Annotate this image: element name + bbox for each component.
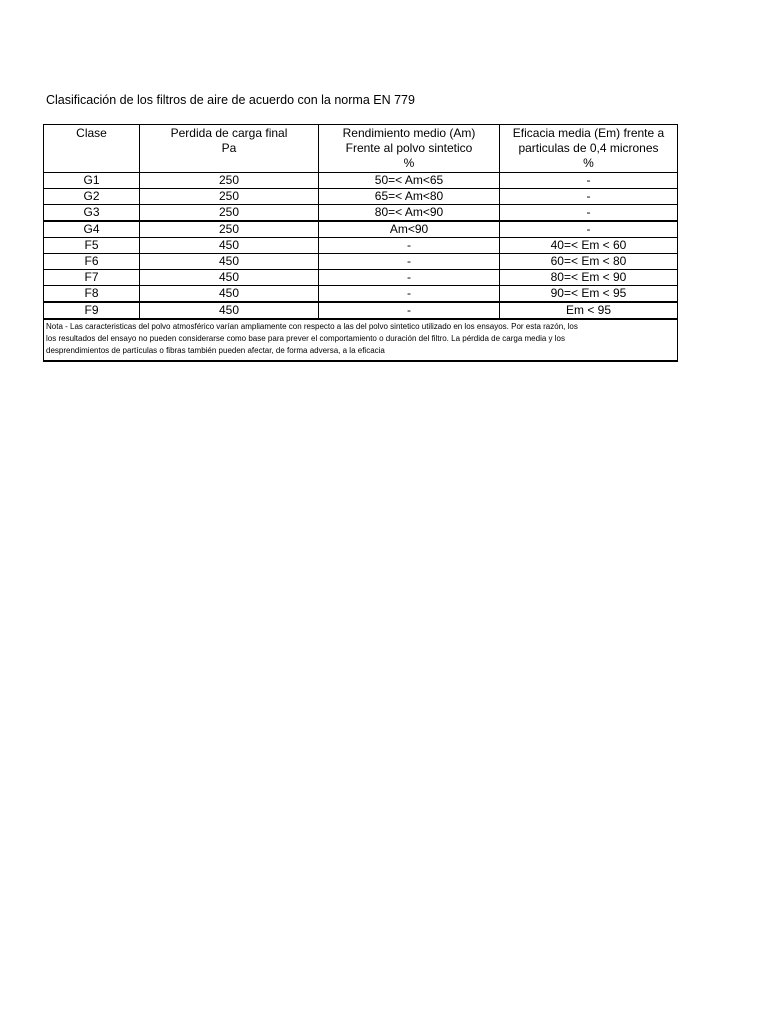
cell-rendimiento: -	[319, 254, 500, 270]
table-row	[44, 205, 678, 222]
cell-clase: F6	[44, 254, 140, 270]
table-header-row	[44, 125, 678, 173]
filter-classification-table	[43, 124, 678, 362]
note-line-2: los resultados del ensayo no pueden considerarse como base para prever el comportamiento o duración del filtro. La pérdida de carga media y los	[46, 334, 565, 343]
cell-rendimiento: -	[319, 238, 500, 254]
cell-perdida: 250	[140, 205, 319, 222]
cell-perdida: 450	[140, 238, 319, 254]
cell-clase: F9	[44, 302, 140, 319]
cell-eficacia: -	[500, 205, 678, 222]
page-title: Clasificación de los filtros de aire de acuerdo con la norma EN 779	[46, 93, 415, 107]
cell-rendimiento: Am<90	[319, 221, 500, 238]
header-perdida-carga	[140, 125, 319, 173]
cell-clase: F5	[44, 238, 140, 254]
cell-eficacia: -	[500, 221, 678, 238]
header-eficacia-line-3: %	[583, 156, 594, 170]
header-clase-line-1: Clase	[76, 126, 107, 140]
cell-eficacia: 90=< Em < 95	[500, 286, 678, 303]
cell-rendimiento: -	[319, 302, 500, 319]
cell-eficacia: -	[500, 173, 678, 189]
cell-clase: G1	[44, 173, 140, 189]
cell-rendimiento: 80=< Am<90	[319, 205, 500, 222]
cell-eficacia: 60=< Em < 80	[500, 254, 678, 270]
table-row	[44, 270, 678, 286]
cell-clase: G4	[44, 221, 140, 238]
table-note-row	[44, 319, 678, 361]
cell-rendimiento: -	[319, 286, 500, 303]
table-row	[44, 221, 678, 238]
table-row	[44, 302, 678, 319]
cell-rendimiento: -	[319, 270, 500, 286]
header-eficacia-media	[500, 125, 678, 173]
cell-clase: G3	[44, 205, 140, 222]
table-row	[44, 173, 678, 189]
cell-clase: F8	[44, 286, 140, 303]
table-row	[44, 189, 678, 205]
cell-perdida: 450	[140, 286, 319, 303]
table-row	[44, 254, 678, 270]
cell-eficacia: 40=< Em < 60	[500, 238, 678, 254]
cell-perdida: 250	[140, 173, 319, 189]
cell-eficacia: 80=< Em < 90	[500, 270, 678, 286]
header-rendimiento-line-1: Rendimiento medio (Am)	[342, 126, 476, 140]
header-perdida-line-1: Perdida de carga final	[170, 126, 288, 140]
header-rendimiento-medio	[319, 125, 500, 173]
cell-clase: G2	[44, 189, 140, 205]
cell-perdida: 450	[140, 302, 319, 319]
note-line-3: desprendimientos de partículas o fibras también pueden afectar, de forma adversa, a la eficacia	[46, 346, 385, 355]
note-line-1: Nota - Las caracteristicas del polvo atmosférico varían ampliamente con respecto a las del polvo sintetico utilizado en los ensayos. Por esta razón, los	[46, 322, 578, 331]
cell-perdida: 250	[140, 221, 319, 238]
cell-perdida: 450	[140, 254, 319, 270]
cell-eficacia: Em < 95	[500, 302, 678, 319]
cell-perdida: 250	[140, 189, 319, 205]
header-rendimiento-line-2: Frente al polvo sintetico	[345, 141, 473, 155]
cell-rendimiento: 65=< Am<80	[319, 189, 500, 205]
cell-perdida: 450	[140, 270, 319, 286]
cell-eficacia: -	[500, 189, 678, 205]
cell-clase: F7	[44, 270, 140, 286]
header-eficacia-line-1: Eficacia media (Em) frente a	[512, 126, 665, 140]
header-rendimiento-line-3: %	[403, 156, 415, 170]
cell-rendimiento: 50=< Am<65	[319, 173, 500, 189]
table-row	[44, 286, 678, 303]
header-perdida-line-2: Pa	[221, 141, 237, 155]
header-clase	[44, 125, 140, 173]
table-row	[44, 238, 678, 254]
header-eficacia-line-2: particulas de 0,4 micrones	[518, 141, 659, 155]
table-note	[44, 319, 678, 361]
